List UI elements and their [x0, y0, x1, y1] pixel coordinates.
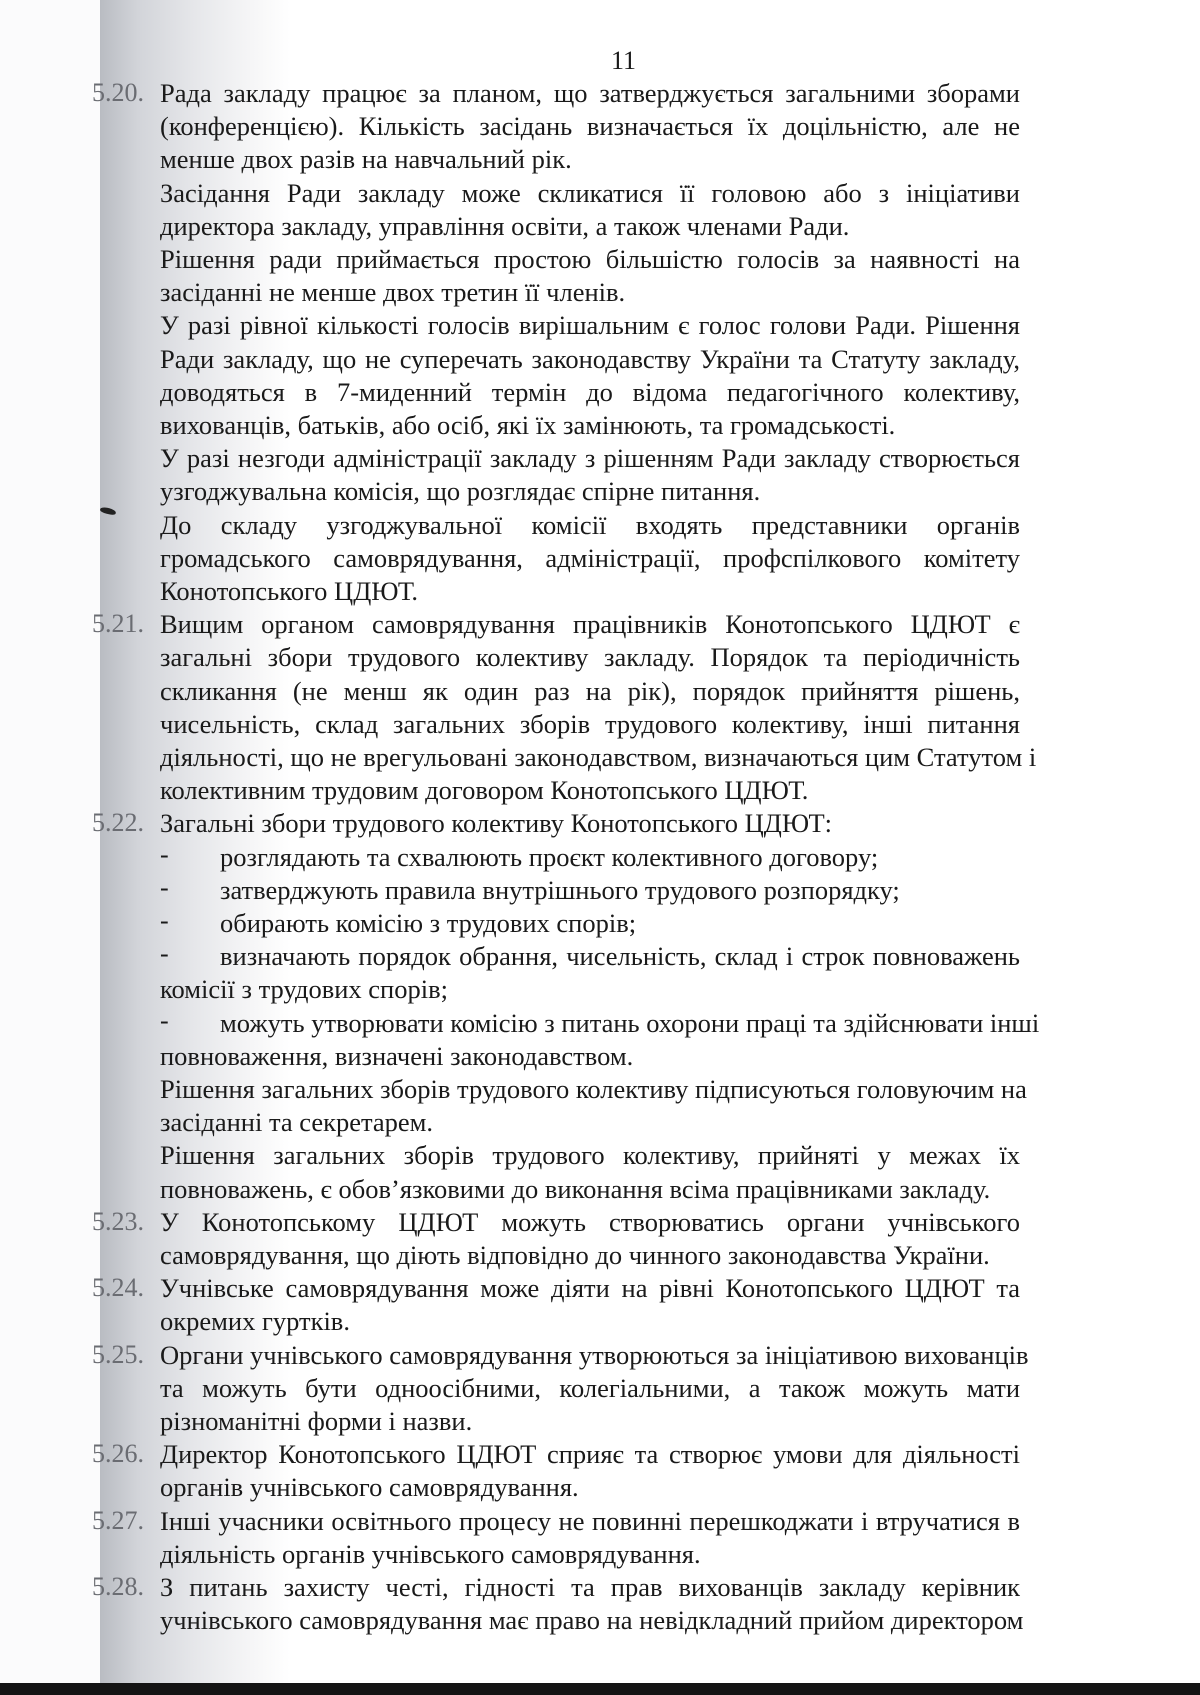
- text-line: Вищим органом самоврядування працівників Конотопського ЦДЮТ є: [160, 609, 1020, 640]
- scan-margin: [0, 0, 100, 1683]
- text-line: Рішення загальних зборів трудового колективу підписуються головуючим на: [160, 1074, 1027, 1104]
- section-number: 5.25.: [92, 1339, 144, 1369]
- text-line: учнівського самоврядування має право на невідкладний прийом директором: [160, 1605, 1024, 1636]
- page-number: 11: [611, 46, 637, 75]
- text-line: скликання (не менш як один раз на рік), порядок прийняття рішень,: [160, 675, 1020, 706]
- section-number: 5.23.: [92, 1206, 144, 1236]
- text-line: Органи учнівського самоврядування утворюються за ініціативою вихованців: [160, 1339, 1029, 1370]
- text-line: діяльності, що не врегульовані законодавством, визначаються цим Статутом і: [160, 742, 1037, 772]
- bullet-dash: -: [160, 839, 169, 869]
- section-number: 5.26.: [92, 1439, 144, 1469]
- bullet-dash: -: [160, 1005, 169, 1035]
- text-line: Інші учасники освітнього процесу не повинні перешкоджати і втручатися в: [160, 1505, 1020, 1536]
- text-line: До складу узгоджувальної комісії входять представники органів: [160, 509, 1020, 540]
- text-line: та можуть бути одноосібними, колегіальними, а також можуть мати: [160, 1372, 1020, 1403]
- text-line: узгоджувальна комісія, що розглядає спірне питання.: [160, 476, 761, 507]
- text-line: визначають порядок обрання, чисельність, склад і строк повноважень: [220, 941, 1020, 972]
- bullet-dash: -: [160, 906, 169, 935]
- text-line: Рішення загальних зборів трудового колективу, прийняті у межах їх: [160, 1140, 1020, 1171]
- text-line: Ради закладу, що не суперечать законодавству України та Статуту закладу,: [160, 343, 1020, 374]
- text-line: Директор Конотопського ЦДЮТ сприяє та створює умови для діяльності: [160, 1439, 1020, 1470]
- text-line: Конотопського ЦДЮТ.: [160, 576, 419, 606]
- text-line: самоврядування, що діють відповідно до чинного законодавства України.: [160, 1240, 990, 1270]
- text-line: повноважень, є обов’язковими до виконання всіма працівниками закладу.: [160, 1173, 991, 1204]
- scan-bottom-edge: [0, 1683, 1200, 1695]
- section-number: 5.24.: [92, 1273, 144, 1303]
- text-line: загальні збори трудового колективу закладу. Порядок та періодичність: [160, 642, 1020, 673]
- text-line: У разі рівної кількості голосів вирішальним є голос голови Ради. Рішення: [160, 310, 1020, 341]
- text-line: колективним трудовим договором Конотопського ЦДЮТ.: [160, 775, 809, 806]
- bullet-dash: -: [160, 872, 169, 902]
- text-line: вихованців, батьків, або осіб, які їх замінюють, та громадськості.: [160, 410, 896, 440]
- text-line: чисельність, склад загальних зборів трудового колективу, інші питання: [160, 708, 1020, 739]
- text-line: директора закладу, управління освіти, а також членами Ради.: [160, 210, 850, 241]
- section-number: 5.20.: [92, 78, 144, 107]
- text-line: громадського самоврядування, адміністрації, профспілкового комітету: [160, 542, 1020, 573]
- document-page: [92, 0, 1100, 1683]
- text-line: затверджують правила внутрішнього трудового розпорядку;: [220, 874, 900, 905]
- text-line: (конференцією). Кількість засідань визначається їх доцільністю, але не: [160, 111, 1020, 142]
- text-line: доводяться в 7-миденний термін до відома педагогічного колективу,: [160, 376, 1020, 407]
- text-line: З питань захисту честі, гідності та прав вихованців закладу керівник: [160, 1572, 1020, 1602]
- text-line: засіданні та секретарем.: [160, 1107, 434, 1138]
- text-line: розглядають та схвалюють проєкт колективного договору;: [220, 841, 879, 872]
- text-line: засіданні не менше двох третин її членів.: [160, 277, 626, 308]
- text-line: діяльність органів учнівського самоврядування.: [160, 1538, 701, 1569]
- text-line: повноваження, визначені законодавством.: [160, 1040, 634, 1071]
- text-line: можуть утворювати комісію з питань охорони праці та здійснювати інші: [220, 1007, 1040, 1038]
- text-line: обирають комісію з трудових спорів;: [220, 908, 637, 938]
- section-number: 5.22.: [92, 808, 144, 838]
- text-line: різноманітні форми і назви.: [160, 1406, 473, 1436]
- text-line: Загальні збори трудового колективу Конотопського ЦДЮТ:: [160, 808, 833, 839]
- text-line: Засідання Ради закладу може скликатися її головою або з ініціативи: [160, 177, 1020, 208]
- bullet-dash: -: [160, 939, 169, 969]
- section-number: 5.28.: [92, 1572, 144, 1601]
- text-line: Рішення ради приймається простою більшістю голосів за наявності на: [160, 244, 1020, 274]
- text-line: окремих гуртків.: [160, 1306, 350, 1337]
- section-number: 5.27.: [92, 1505, 144, 1535]
- text-line: У разі незгоди адміністрації закладу з рішенням Ради закладу створюється: [160, 443, 1020, 474]
- text-line: комісії з трудових спорів;: [160, 974, 448, 1005]
- text-line: У Конотопському ЦДЮТ можуть створюватись органи учнівського: [160, 1206, 1020, 1237]
- section-number: 5.21.: [92, 609, 144, 639]
- text-line: органів учнівського самоврядування.: [160, 1472, 579, 1503]
- text-line: Учнівське самоврядування може діяти на рівні Конотопського ЦДЮТ та: [160, 1273, 1020, 1304]
- text-line: менше двох разів на навчальний рік.: [160, 144, 572, 175]
- text-line: Рада закладу працює за планом, що затверджується загальними зборами: [160, 78, 1020, 108]
